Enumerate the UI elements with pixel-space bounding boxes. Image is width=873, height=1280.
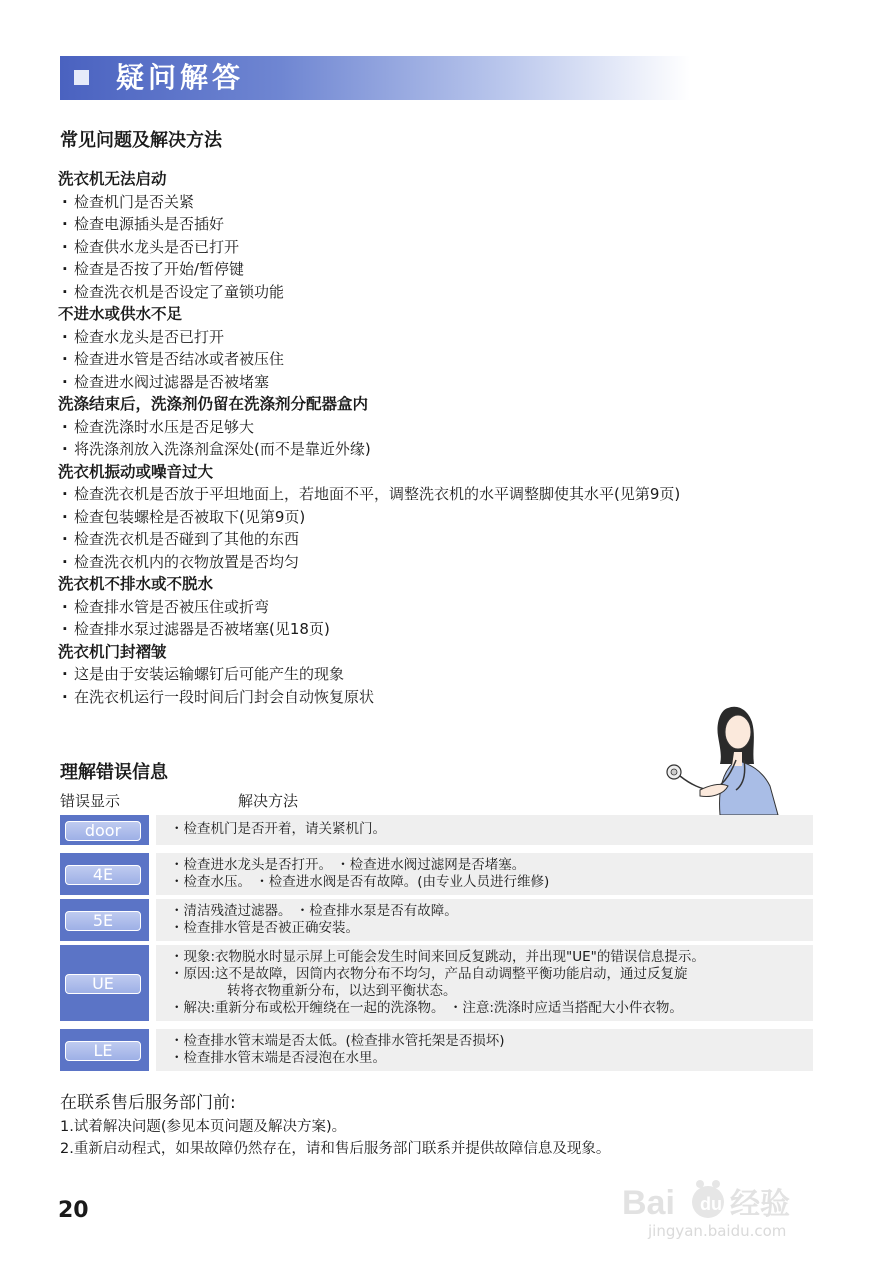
banner-square-icon	[74, 70, 89, 85]
solution-line: ・解决:重新分布或松开缠绕在一起的洗涤物。 ・注意:洗涤时应适当搭配大小件衣物。	[170, 1000, 683, 1016]
faq-answer: · 检查洗涤时水压是否足够大	[58, 416, 858, 439]
contact-title: 在联系售后服务部门前:	[60, 1093, 236, 1113]
solution-line: ・检查排水管末端是否太低。(检查排水管托架是否损坏)	[170, 1033, 505, 1049]
faq-answer: · 检查电源插头是否插好	[58, 213, 858, 236]
error-solution-cell	[156, 853, 813, 895]
error-code-cell	[60, 945, 149, 1021]
error-row-5e	[60, 899, 813, 941]
faq-answer: · 检查进水阀过滤器是否被堵塞	[58, 371, 858, 394]
error-code-cell	[60, 853, 149, 895]
svg-text:Bai: Bai	[622, 1184, 675, 1222]
error-code-badge: UE	[65, 974, 141, 994]
faq-answer: · 检查洗衣机内的衣物放置是否均匀	[58, 551, 858, 574]
section-banner	[60, 56, 690, 100]
solution-line: ・检查排水管是否被正确安装。	[170, 920, 359, 936]
error-solution-cell	[156, 899, 813, 941]
faq-answer: · 检查机门是否关紧	[58, 191, 858, 214]
faq-title: 常见问题及解决方法	[60, 130, 222, 151]
faq-answer: · 检查进水管是否结冰或者被压住	[58, 348, 858, 371]
page-number: 20	[58, 1198, 89, 1223]
error-code-badge: 4E	[65, 865, 141, 885]
faq-question: 洗衣机振动或噪音过大	[58, 462, 214, 481]
faq-answer: · 检查排水管是否被压住或折弯	[58, 596, 858, 619]
error-code-badge: 5E	[65, 911, 141, 931]
error-code-cell	[60, 1029, 149, 1071]
faq-question: 不进水或供水不足	[58, 305, 183, 323]
column-header-solution: 解决方法	[238, 792, 299, 810]
faq-answer: · 检查供水龙头是否已打开	[58, 236, 858, 259]
faq-answer: · 检查水龙头是否已打开	[58, 326, 858, 349]
error-code-cell	[60, 899, 149, 941]
error-row-4e	[60, 853, 813, 895]
faq-answer: · 检查洗衣机是否设定了童锁功能	[58, 281, 858, 304]
solution-line: ・检查进水龙头是否打开。 ・检查进水阀过滤网是否堵塞。	[170, 857, 526, 873]
error-code-badge: LE	[65, 1041, 141, 1061]
contact-item: 1.试着解决问题(参见本页问题及解决方案)。	[60, 1119, 347, 1135]
solution-line: ・检查水压。 ・检查进水阀是否有故障。(由专业人员进行维修)	[170, 874, 550, 890]
watermark-url: jingyan.baidu.com	[648, 1222, 787, 1240]
error-solution-cell	[156, 1029, 813, 1071]
contact-item: 2.重新启动程式，如果故障仍然存在，请和售后服务部门联系并提供故障信息及现象。	[60, 1141, 611, 1157]
page-title: 疑问解答	[116, 61, 245, 94]
solution-line: ・检查机门是否开着，请关紧机门。	[170, 821, 386, 837]
column-header-display: 错误显示	[60, 792, 121, 810]
faq-question: 洗衣机不排水或不脱水	[58, 575, 214, 593]
errors-title: 理解错误信息	[60, 762, 168, 783]
error-row-ue	[60, 945, 813, 1021]
faq-answer: · 检查洗衣机是否碰到了其他的东西	[58, 528, 858, 551]
error-code-badge: door	[65, 821, 141, 841]
error-row-door	[60, 815, 813, 845]
faq-answer: · 检查是否按了开始/暂停键	[58, 258, 858, 281]
solution-line: 转将衣物重新分布，以达到平衡状态。	[227, 983, 457, 999]
svg-text:经验: 经验	[730, 1187, 790, 1222]
faq-answer: · 检查排水泵过滤器是否被堵塞(见18页)	[58, 618, 858, 641]
technician-illustration	[650, 690, 790, 815]
faq-answer: · 在洗衣机运行一段时间后门封会自动恢复原状	[58, 686, 858, 709]
solution-line: ・现象:衣物脱水时显示屏上可能会发生时间来回反复跳动，并出现"UE"的错误信息提示。	[170, 949, 705, 965]
faq-answer: · 检查洗衣机是否放于平坦地面上，若地面不平，调整洗衣机的水平调整脚使其水平(见第9页)	[58, 483, 858, 506]
faq-answer: · 检查包装螺栓是否被取下(见第9页)	[58, 506, 858, 529]
error-solution-cell	[156, 815, 813, 845]
faq-question: 洗涤结束后，洗涤剂仍留在洗涤剂分配器盒内	[58, 395, 369, 413]
svg-text:du: du	[700, 1194, 722, 1214]
error-code-cell	[60, 815, 149, 845]
faq-question: 洗衣机无法启动	[58, 170, 167, 188]
faq-answer: · 将洗涤剂放入洗涤剂盒深处(而不是靠近外缘)	[58, 438, 858, 461]
faq-question: 洗衣机门封褶皱	[58, 642, 167, 661]
solution-line: ・原因:这不是故障，因筒内衣物分布不均匀，产品自动调整平衡功能启动，通过反复旋	[170, 966, 688, 982]
error-row-le	[60, 1029, 813, 1071]
error-solution-cell	[156, 945, 813, 1021]
solution-line: ・检查排水管末端是否浸泡在水里。	[170, 1050, 386, 1066]
faq-answer: · 这是由于安装运输螺钉后可能产生的现象	[58, 663, 858, 686]
faq-list	[58, 168, 858, 708]
solution-line: ・清洁残渣过滤器。 ・检查排水泵是否有故障。	[170, 903, 458, 919]
